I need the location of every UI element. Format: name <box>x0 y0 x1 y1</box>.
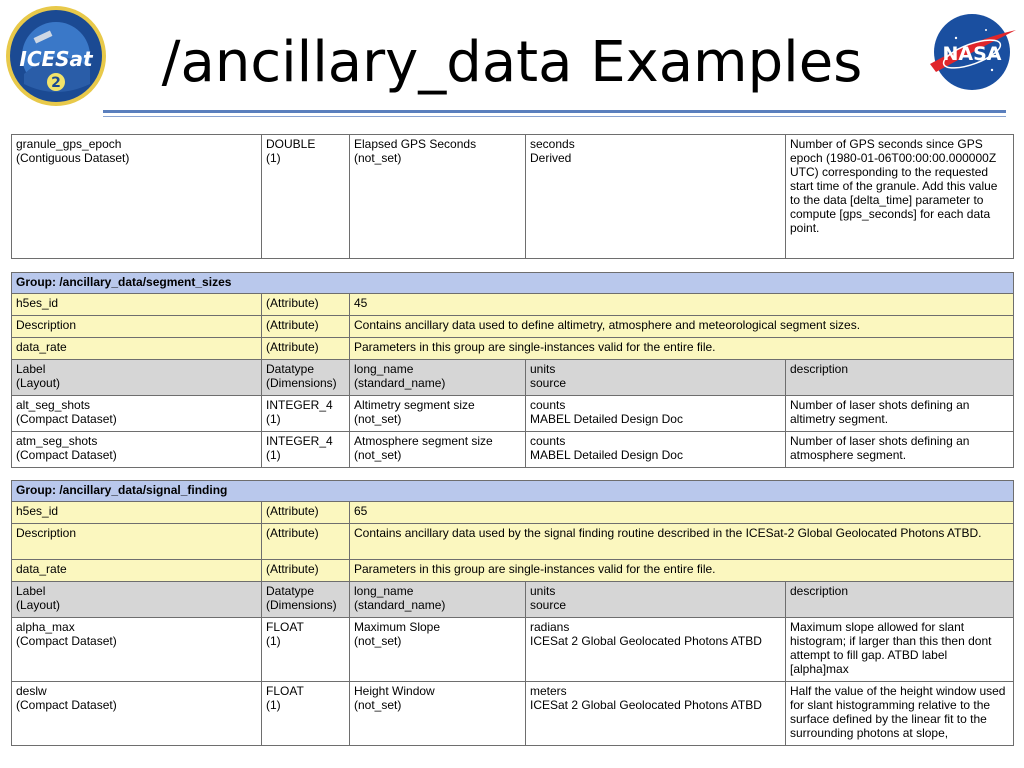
signal-finding-table <box>11 480 1014 746</box>
page-title: /ancillary_data Examples <box>161 30 863 95</box>
attr-value: 65 <box>350 502 1014 524</box>
long-name-cell: Elapsed GPS Seconds (not_set) <box>350 135 526 259</box>
description-cell: Half the value of the height window used for slant histogramming relative to the surface defined by the linear fit to the surrounding photons at slope, <box>786 682 1014 746</box>
group-header-row <box>12 481 1014 502</box>
attr-value: Parameters in this group are single-instances valid for the entire file. <box>350 338 1014 360</box>
attr-name: h5es_id <box>12 294 262 316</box>
column-header-long-name: long_name (standard_name) <box>350 582 526 618</box>
attr-kind: (Attribute) <box>262 502 350 524</box>
datatype-cell: FLOAT (1) <box>262 618 350 682</box>
column-header-label: Label (Layout) <box>12 360 262 396</box>
logo-left-number: 2 <box>51 75 61 91</box>
long-name-cell: Altimetry segment size (not_set) <box>350 396 526 432</box>
attr-name: Description <box>12 316 262 338</box>
attr-name: Description <box>12 524 262 560</box>
datatype-cell: INTEGER_4 (1) <box>262 396 350 432</box>
units-cell: radians ICESat 2 Global Geolocated Photons ATBD <box>526 618 786 682</box>
attribute-row <box>12 338 1014 360</box>
description-cell: Number of laser shots defining an altimetry segment. <box>786 396 1014 432</box>
attribute-row <box>12 502 1014 524</box>
attr-value: Parameters in this group are single-instances valid for the entire file. <box>350 560 1014 582</box>
top-dataset-table <box>11 134 1014 259</box>
column-header-datatype: Datatype (Dimensions) <box>262 582 350 618</box>
column-header-row <box>12 582 1014 618</box>
label-cell: atm_seg_shots (Compact Dataset) <box>12 432 262 468</box>
long-name-cell: Height Window (not_set) <box>350 682 526 746</box>
units-cell: counts MABEL Detailed Design Doc <box>526 396 786 432</box>
attr-name: h5es_id <box>12 502 262 524</box>
long-name-cell: Atmosphere segment size (not_set) <box>350 432 526 468</box>
units-cell: counts MABEL Detailed Design Doc <box>526 432 786 468</box>
attr-kind: (Attribute) <box>262 316 350 338</box>
table-row <box>12 135 1014 259</box>
column-header-description: description <box>786 582 1014 618</box>
group-header: Group: /ancillary_data/segment_sizes <box>12 273 1014 294</box>
table-row <box>12 396 1014 432</box>
long-name-cell: Maximum Slope (not_set) <box>350 618 526 682</box>
group-header: Group: /ancillary_data/signal_finding <box>12 481 1014 502</box>
group-header-row <box>12 273 1014 294</box>
units-cell: seconds Derived <box>526 135 786 259</box>
title-rule <box>103 110 1006 113</box>
label-cell: alt_seg_shots (Compact Dataset) <box>12 396 262 432</box>
attr-value: Contains ancillary data used by the signal finding routine described in the ICESat-2 Global Geolocated Photons ATBD. <box>350 524 1014 560</box>
attr-value: 45 <box>350 294 1014 316</box>
datatype-cell: DOUBLE (1) <box>262 135 350 259</box>
column-header-description: description <box>786 360 1014 396</box>
table-row <box>12 618 1014 682</box>
attribute-row <box>12 524 1014 560</box>
label-cell: granule_gps_epoch (Contiguous Dataset) <box>12 135 262 259</box>
column-header-units: units source <box>526 360 786 396</box>
attr-kind: (Attribute) <box>262 560 350 582</box>
label-cell: deslw (Compact Dataset) <box>12 682 262 746</box>
description-cell: Number of GPS seconds since GPS epoch (1980-01-06T00:00:00.000000Z UTC) corresponding to the requested start time of the granule. Add this value to the data [delta_time] parameter to compute [gps_seconds] for each data point. <box>786 135 1014 259</box>
datatype-cell: FLOAT (1) <box>262 682 350 746</box>
description-cell: Maximum slope allowed for slant histogram; if larger than this then dont attempt to fill gap. ATBD label [alpha]max <box>786 618 1014 682</box>
units-cell: meters ICESat 2 Global Geolocated Photons ATBD <box>526 682 786 746</box>
column-header-long-name: long_name (standard_name) <box>350 360 526 396</box>
attr-name: data_rate <box>12 560 262 582</box>
logo-right-text: NASA <box>942 43 1002 65</box>
description-cell: Number of laser shots defining an atmosphere segment. <box>786 432 1014 468</box>
title-rule-thin <box>103 116 1006 117</box>
datatype-cell: INTEGER_4 (1) <box>262 432 350 468</box>
segment-sizes-table <box>11 272 1014 468</box>
column-header-datatype: Datatype (Dimensions) <box>262 360 350 396</box>
attribute-row <box>12 316 1014 338</box>
attr-kind: (Attribute) <box>262 524 350 560</box>
column-header-units: units source <box>526 582 786 618</box>
attribute-row <box>12 560 1014 582</box>
attr-name: data_rate <box>12 338 262 360</box>
table-row <box>12 682 1014 746</box>
column-header-label: Label (Layout) <box>12 582 262 618</box>
attr-value: Contains ancillary data used to define altimetry, atmosphere and meteorological segment sizes. <box>350 316 1014 338</box>
column-header-row <box>12 360 1014 396</box>
attr-kind: (Attribute) <box>262 338 350 360</box>
attribute-row <box>12 294 1014 316</box>
logo-left-main: ICESat <box>19 47 93 71</box>
label-cell: alpha_max (Compact Dataset) <box>12 618 262 682</box>
table-row <box>12 432 1014 468</box>
attr-kind: (Attribute) <box>262 294 350 316</box>
